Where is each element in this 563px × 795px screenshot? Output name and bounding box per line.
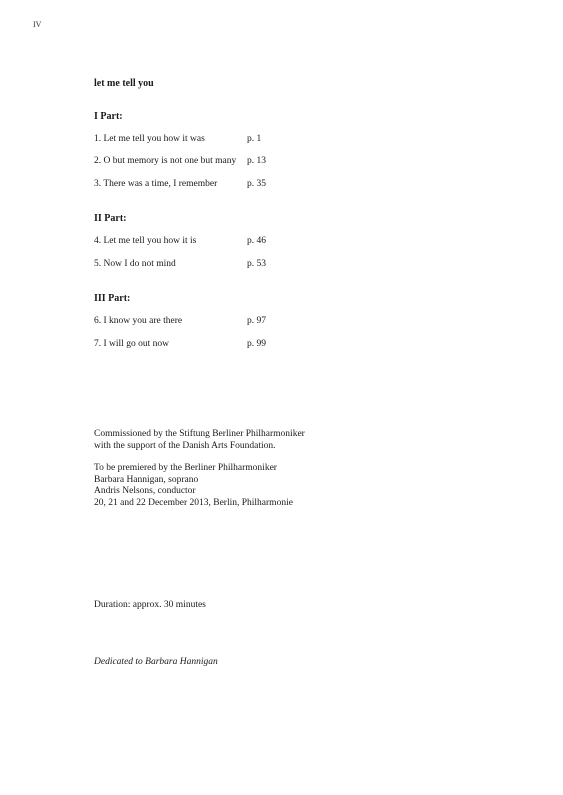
movement-title: 1. Let me tell you how it was [94,134,205,144]
movement-page: p. 13 [247,156,266,166]
commission-note [94,429,305,452]
movement-page: p. 46 [247,236,266,246]
movement-page: p. 35 [247,179,266,189]
page-number: IV [33,20,42,29]
commission-line: Commissioned by the Stiftung Berliner Philharmoniker [94,429,305,439]
duration: Duration: approx. 30 minutes [94,600,206,610]
movement-title: 2. O but memory is not one but many [94,156,237,166]
movement-page: p. 97 [247,316,266,326]
movement-title: 6. I know you are there [94,316,183,326]
premiere-line: 20, 21 and 22 December 2013, Berlin, Philharmonie [94,497,293,508]
part-heading: III Part: [94,293,131,304]
movement-title: 7. I will go out now [94,339,169,349]
dedication: Dedicated to Barbara Hannigan [94,657,218,667]
movement-page: p. 99 [247,339,266,349]
movement-page: p. 53 [247,259,266,269]
movement-title: 5. Now I do not mind [94,259,176,269]
premiere-line: Andris Nelsons, conductor [94,486,196,496]
movement-title: 3. There was a time, I remember [94,179,218,189]
work-title: let me tell you [94,78,154,89]
premiere-line: To be premiered by the Berliner Philharmoniker [94,463,277,473]
commission-line: with the support of the Danish Arts Foundation. [94,440,276,451]
premiere-note [94,463,293,509]
part-heading: I Part: [94,111,123,122]
movement-page: p. 1 [247,134,262,144]
part-heading: II Part: [94,213,127,224]
movement-title: 4. Let me tell you how it is [94,236,197,246]
premiere-line: Barbara Hannigan, soprano [94,474,199,485]
